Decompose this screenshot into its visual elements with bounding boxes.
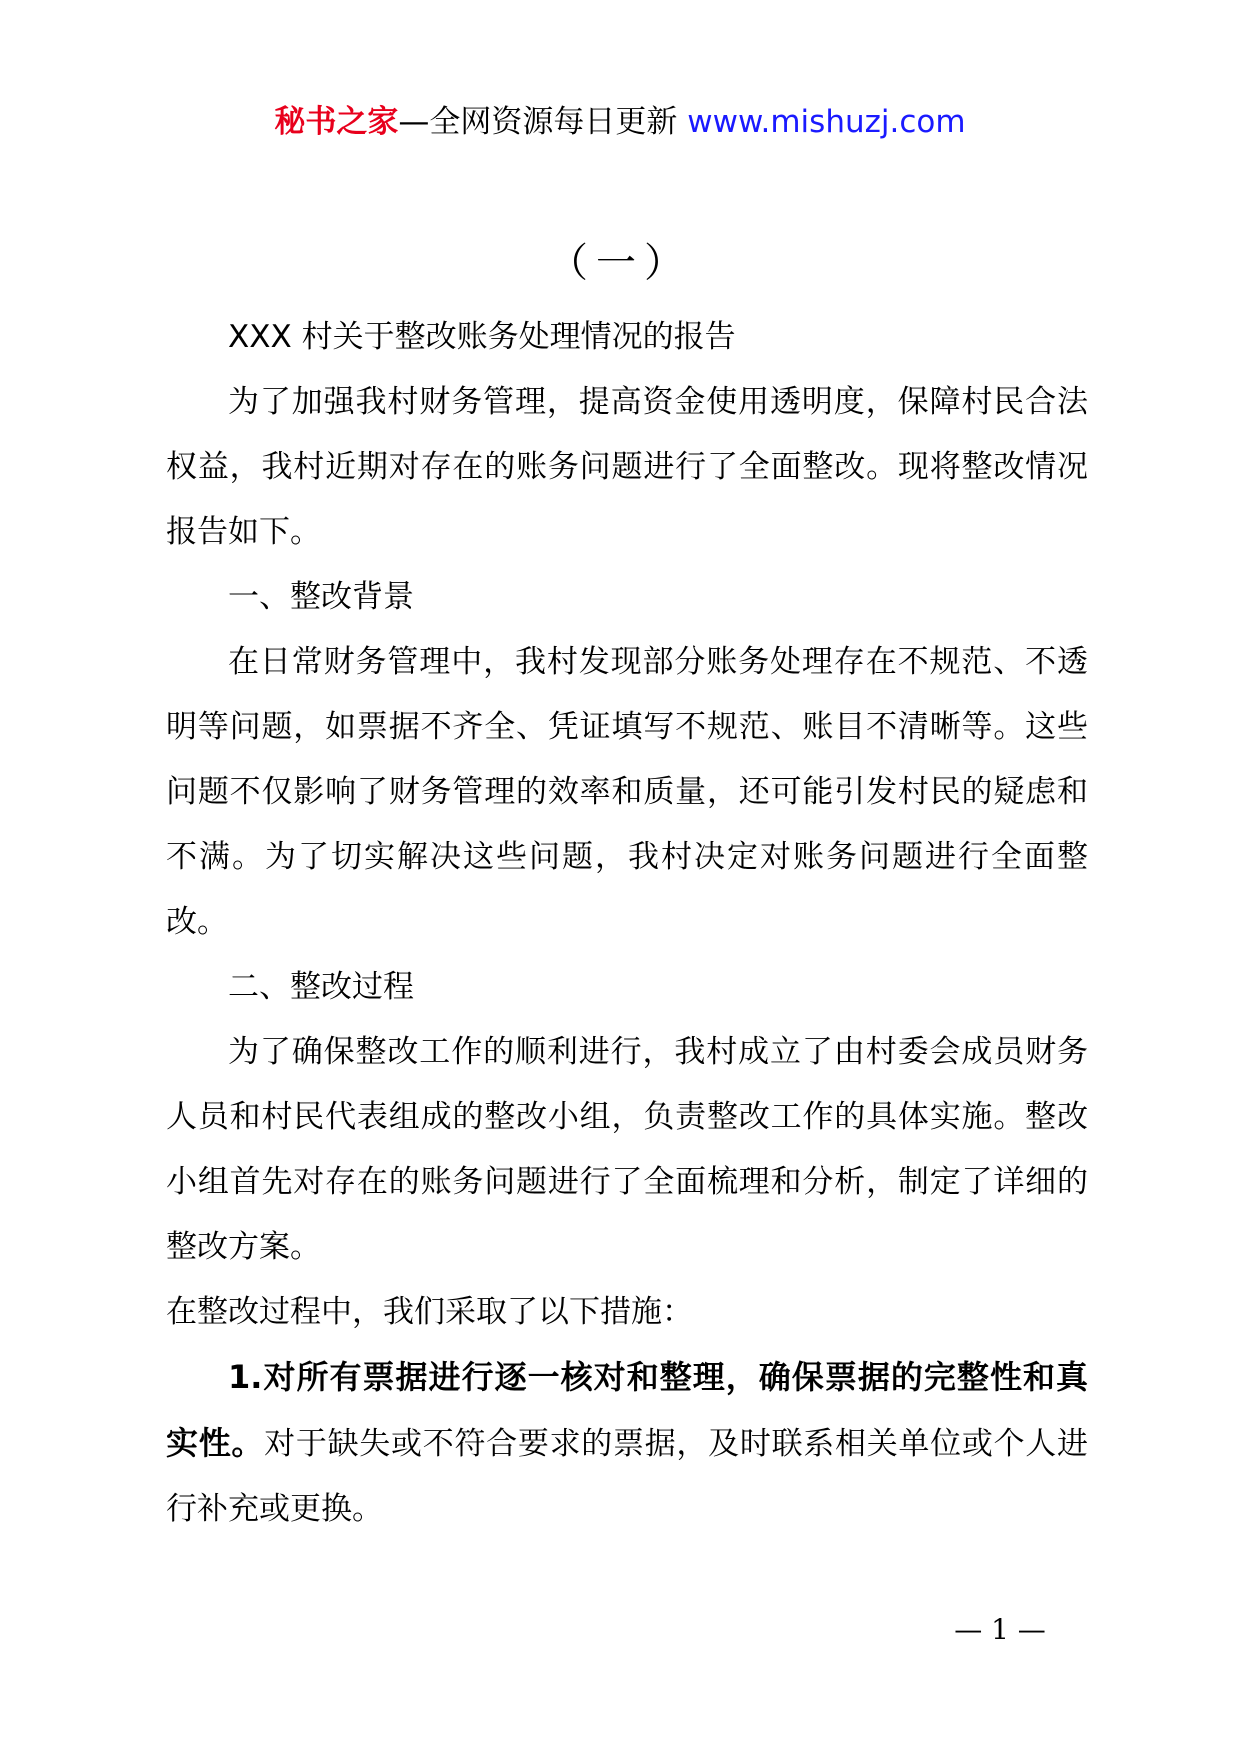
header-tagline: —全网资源每日更新 (398, 104, 678, 140)
measure-1-bold: 1.对所有票据进行逐一核对和整理，确保票据的完整性和真实性。 (166, 1358, 1088, 1462)
background-paragraph: 在日常财务管理中，我村发现部分账务处理存在不规范、不透明等问题，如票据不齐全、凭证填写不规范、账目不清晰等。这些问题不仅影响了财务管理的效率和质量，还可能引发村民的疑虑和不满。为了切实解决这些问题，我村决定对账务问题进行全面整改。 (166, 644, 1088, 940)
page-number: — 1 — (954, 1613, 1046, 1646)
site-header (0, 102, 1240, 142)
brand-name: 秘书之家 (274, 104, 399, 140)
site-url-link[interactable]: www.mishuzj.com (687, 104, 966, 140)
heading-process: 二、整改过程 (228, 969, 414, 1005)
section-number: （一） (548, 240, 692, 286)
process-paragraph: 为了确保整改工作的顺利进行，我村成立了由村委会成员财务人员和村民代表组成的整改小组，负责整改工作的具体实施。整改小组首先对存在的账务问题进行了全面梳理和分析，制定了详细的整改方案。 (166, 1034, 1088, 1265)
measure-1-paragraph (166, 1345, 1088, 1542)
report-title: XXX 村关于整改账务处理情况的报告 (228, 319, 736, 355)
document-body (166, 305, 1088, 1542)
heading-background: 一、整改背景 (228, 579, 414, 615)
measure-1-text: 对于缺失或不符合要求的票据，及时联系相关单位或个人进行补充或更换。 (166, 1426, 1088, 1527)
measures-intro: 在整改过程中，我们采取了以下措施： (166, 1294, 693, 1330)
intro-paragraph: 为了加强我村财务管理，提高资金使用透明度，保障村民合法权益，我村近期对存在的账务问题进行了全面整改。现将整改情况报告如下。 (166, 384, 1088, 550)
